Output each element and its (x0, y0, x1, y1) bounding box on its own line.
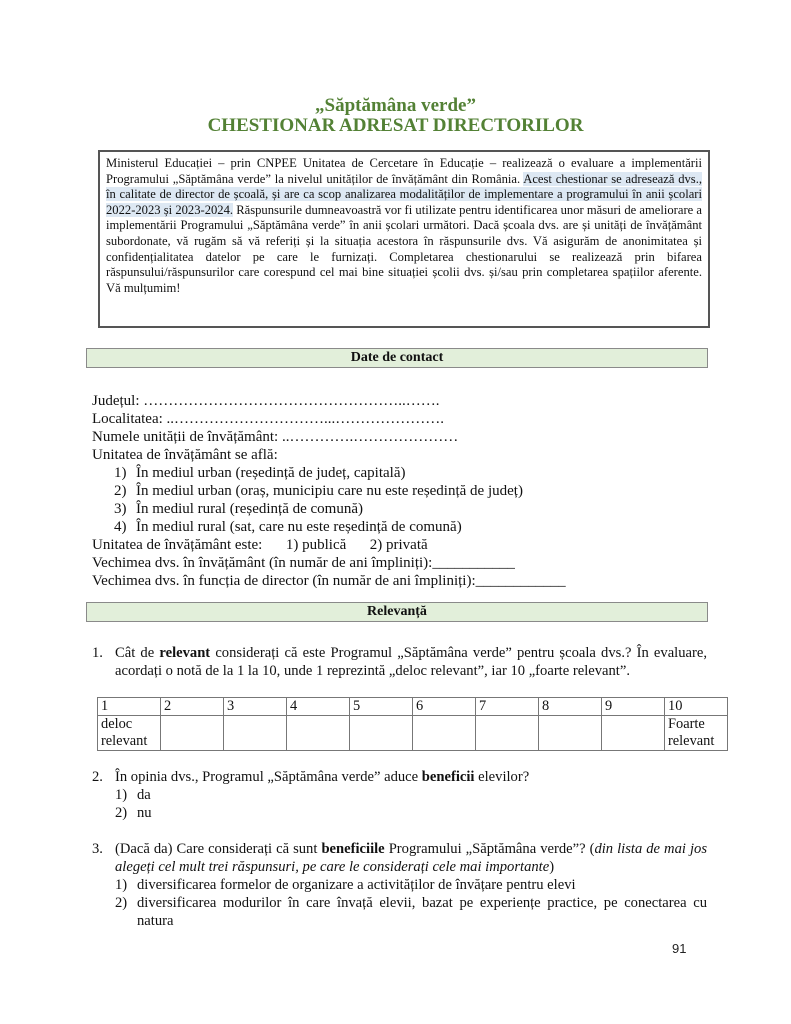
intro-text-2: Răspunsurile dumneavoastră vor fi utilizate pentru identificarea unor măsuri de ameliorare a implementării Programului „Săptămâna verde” în anii școlari următori. Dacă școala dvs. are și unități de învățământ subordonate, vă rugăm să vă referiți și la situația acestora în răspunsurile dvs. Vă asigurăm de anonimitatea și confidențialitatea datelor pe care le furnizați. Completarea chestionarului se realizează prin bifarea răspunsului/răspunsurilor care corespund cel mai bine situației școlii dvs. și/sau prin completarea spațiilor aferente. Vă mulțumim! (106, 202, 702, 295)
intro-box (98, 150, 710, 328)
scale-header-cell: 9 (602, 698, 665, 716)
location-option[interactable]: 2) În mediul urban (oraș, municipiu care nu este reședință de județ) (114, 483, 523, 499)
director-experience-field[interactable]: Vechimea dvs. în funcția de director (în număr de ani împliniți):____________ (92, 573, 566, 589)
location-option[interactable]: 4) În mediul rural (sat, care nu este reședință de comună) (114, 519, 462, 535)
teaching-experience-field[interactable]: Vechimea dvs. în învățământ (în număr de ani împliniți):___________ (92, 555, 515, 571)
scale-answer-cell[interactable] (413, 716, 476, 751)
question-1 (92, 644, 707, 680)
question-number: 1. (92, 645, 103, 661)
scale-answer-cell-low[interactable]: deloc relevant (98, 716, 161, 751)
scale-header-cell: 7 (476, 698, 539, 716)
relevance-scale-table (97, 697, 728, 751)
survey-subtitle: „Săptămâna verde” (315, 95, 476, 116)
survey-title: CHESTIONAR ADRESAT DIRECTORILOR (207, 115, 584, 136)
school-type-label: Unitatea de învățământ este: (92, 537, 263, 553)
answer-option[interactable]: 2) diversificarea modurilor în care învață elevii, bazat pe experiențe practice, pe conectarea cu natura (115, 895, 707, 929)
scale-header-cell: 4 (287, 698, 350, 716)
scale-header-cell: 3 (224, 698, 287, 716)
question-text: (Dacă da) Care considerați că sunt beneficiile Programului „Săptămâna verde”? (din lista de mai jos alegeți cel mult trei răspunsuri, pe care le considerați cele mai importante) (115, 841, 707, 875)
location-option[interactable]: 3) În mediul rural (reședință de comună) (114, 501, 363, 517)
scale-header-cell: 8 (539, 698, 602, 716)
question-number: 2. (92, 769, 103, 785)
scale-answer-cell[interactable] (287, 716, 350, 751)
scale-header-cell: 1 (98, 698, 161, 716)
scale-header-cell: 6 (413, 698, 476, 716)
scale-answer-cell[interactable] (161, 716, 224, 751)
page-number: 91 (672, 941, 687, 956)
section-header-contact: Date de contact (86, 348, 708, 368)
answer-option[interactable]: 2) nu (115, 805, 152, 821)
scale-answer-cell-high[interactable]: Foarte relevant (665, 716, 728, 751)
scale-answer-cell[interactable] (224, 716, 287, 751)
scale-header-cell: 10 (665, 698, 728, 716)
intro-text-1: Ministerul Educației – prin CNPEE Unitatea de Cercetare în Educație – realizează o evaluare a implementării Programului „Săptămâna verde” la nivelul unităților de învățământ din România. (106, 156, 702, 186)
answer-option[interactable]: 1) diversificarea formelor de organizare a activităților de învățare pentru elevi (115, 877, 576, 893)
location-option[interactable]: 1) În mediul urban (reședință de județ, capitală) (114, 465, 406, 481)
answer-option[interactable]: 1) da (115, 787, 151, 803)
scale-header-cell: 5 (350, 698, 413, 716)
question-2 (92, 768, 707, 822)
contact-section (92, 392, 712, 590)
scale-answer-cell[interactable] (539, 716, 602, 751)
question-text: În opinia dvs., Programul „Săptămâna verde” aduce beneficii elevilor? (115, 769, 530, 785)
section-header-relevance: Relevanță (86, 602, 708, 622)
scale-answer-cell[interactable] (476, 716, 539, 751)
question-3 (92, 840, 707, 930)
county-field[interactable]: Județul: ……………………………………………..……. (92, 393, 440, 409)
scale-answer-cell[interactable] (602, 716, 665, 751)
scale-answer-cell[interactable] (350, 716, 413, 751)
question-number: 3. (92, 841, 103, 857)
intro-highlighted-text: Acest chestionar se adresează dvs., în calitate de director de școală, și are ca scop analizarea modalităților de implementare a programului în anii școlari 2022-2023 și 2023-2024. (106, 171, 703, 217)
school-type-row (92, 536, 712, 554)
scale-header-cell: 2 (161, 698, 224, 716)
question-text: Cât de relevant considerați că este Programul „Săptămâna verde” pentru școala dvs.? În evaluare, acordați o notă de la 1 la 10, unde 1 reprezintă „deloc relevant”, iar 10 „foarte relevant”. (115, 645, 707, 679)
school-type-public-option[interactable]: 1) publică (285, 537, 347, 553)
school-type-private-option[interactable]: 2) privată (369, 537, 428, 553)
location-label: Unitatea de învățământ se află: (92, 447, 278, 463)
school-name-field[interactable]: Numele unității de învățământ: ..………….………………… (92, 429, 459, 445)
locality-field[interactable]: Localitatea: ..…………………………...…………………. (92, 411, 445, 427)
